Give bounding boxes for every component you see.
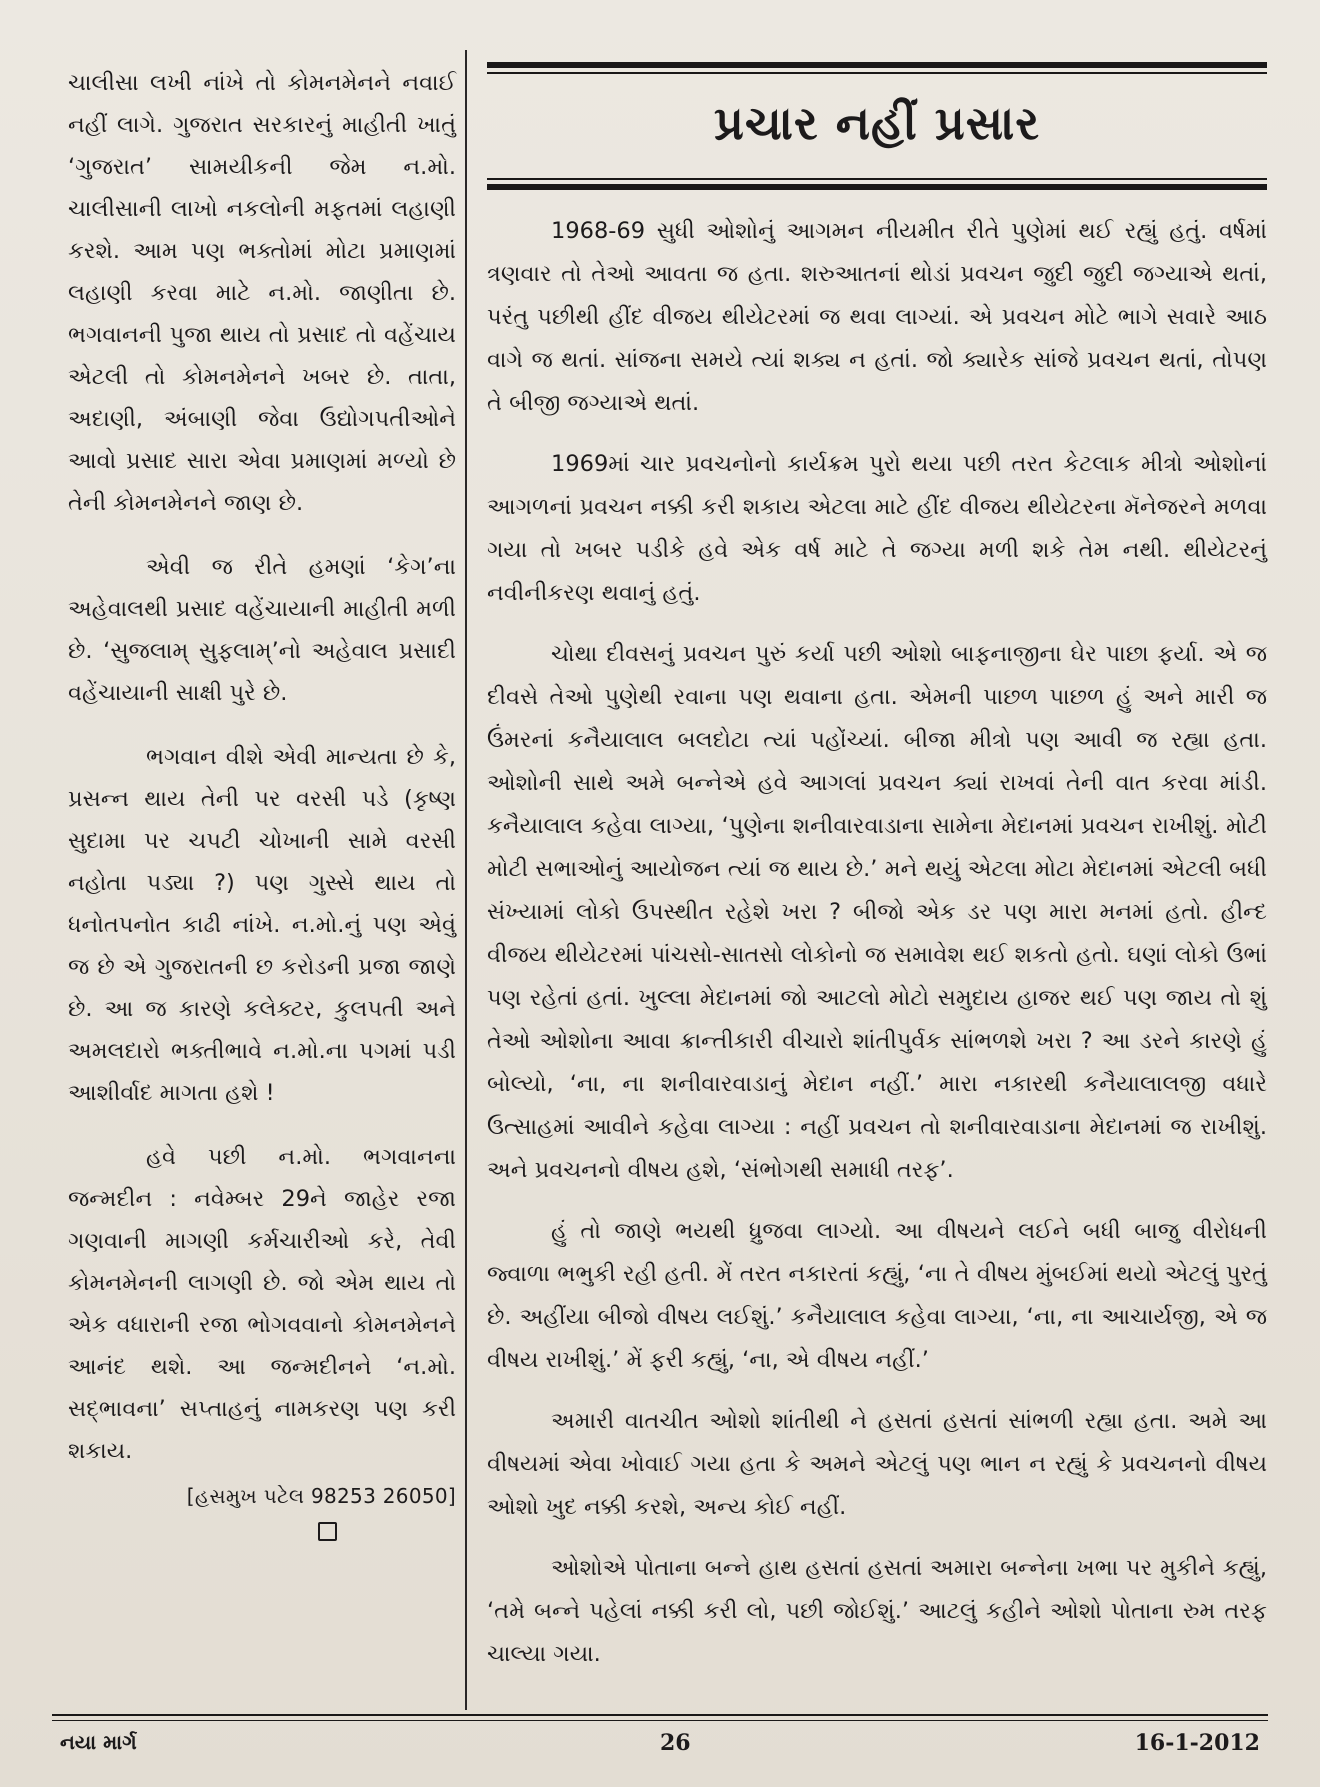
- article-paragraph-1: 1968-69 સુધી ઓશોનું આગમન નીયમીત રીતે પુણેમાં થઈ રહ્યું હતું. વર્ષમાં ત્રણવાર તો તેઓ આવતા જ હતા. શરુઆતનાં થોડાં પ્રવચન જુદી જુદી જગ્યાએ થતાં, પરંતુ પછીથી હીંદ વીજય થીયેટરમાં જ થવા લાગ્યાં. એ પ્રવચન મોટે ભાગે સવારે આઠ વાગે જ થતાં. સાંજના સમયે ત્યાં શક્ય ન હતાં. જો ક્યારેક સાંજે પ્રવચન થતાં, તોપણ તે બીજી જગ્યાએ થતાં.: [487, 218, 1267, 416]
- footer-rule-thin: [52, 1720, 1268, 1721]
- magazine-name: નયા માર્ગ: [60, 1730, 137, 1754]
- right-column: [487, 62, 1267, 1694]
- article-paragraph-2: 1969માં ચાર પ્રવચનોનો કાર્યક્રમ પુરો થયા પછી તરત કેટલાક મીત્રો ઓશોનાં આગળનાં પ્રવચન નક્કી કરી શકાય એટલા માટે હીંદ વીજય થીયેટરના મૅનેજરને મળવા ગયા તો ખબર પડીકે હવે એક વર્ષ માટે તે જગ્યા મળી શકે તેમ નથી. થીયેટરનું નવીનીકરણ થવાનું હતું.: [487, 451, 1267, 606]
- article-paragraph-3: ચોથા દીવસનું પ્રવચન પુરું કર્યા પછી ઓશો બાફનાજીના ઘેર પાછા ફર્યા. એ જ દીવસે તેઓ પુણેથી રવાના પણ થવાના હતા. એમની પાછળ પાછળ હું અને મારી જ ઉંમરનાં કનૈયાલાલ બલદોટા ત્યાં પહોંચ્યાં. બીજા મીત્રો પણ આવી જ રહ્યા હતા. ઓશોની સાથે અમે બન્નેએ હવે આગલાં પ્રવચન ક્યાં રાખવાં તેની વાત કરવા માંડી. કનૈયાલાલ કહેવા લાગ્યા, ‘પુણેના શનીવારવાડાના સામેના મેદાનમાં પ્રવચન રાખીશું. મોટી મોટી સભાઓનું આયોજન ત્યાં જ થાય છે.’ મને થયું એટલા મોટા મેદાનમાં એટલી બધી સંખ્યામાં લોકો ઉપસ્થીત રહેશે ખરા ? બીજો એક ડર પણ મારા મનમાં હતો. હીન્દ વીજય થીયેટરમાં પાંચસો-સાતસો લોકોનો જ સમાવેશ થઈ શકતો હતો. ઘણાં લોકો ઉભાં પણ રહેતાં હતાં. ખુલ્લા મેદાનમાં જો આટલો મોટો સમુદાય હાજર થઈ પણ જાય તો શું તેઓ ઓશોના આવા ક્રાન્તીકારી વીચારો શાંતીપુર્વક સાંભળશે ખરા ? આ ડરને કારણે હું બોલ્યો, ‘ના, ના શનીવારવાડાનું મેદાન નહીં.’ મારા નકારથી કનૈયાલાલજી વધારે ઉત્સાહમાં આવીને કહેવા લાગ્યા : નહીં પ્રવચન તો શનીવારવાડાના મેદાનમાં જ રાખીશું. અને પ્રવચનનો વીષય હશે, ‘સંભોગથી સમાધી તરફ’.: [487, 641, 1267, 1183]
- title-bottom-rule-thin: [487, 178, 1267, 180]
- article-title: પ્રચાર નહીં પ્રસાર: [713, 96, 1041, 150]
- page-footer: [60, 1730, 1260, 1770]
- article-title-band: [487, 74, 1267, 174]
- article-body: [487, 210, 1267, 1676]
- article-paragraph-6: ઓશોએ પોતાના બન્ને હાથ હસતાં હસતાં અમારા બન્નેના ખભા પર મુકીને કહ્યું, ‘તમે બન્ને પહેલાં નક્કી કરી લો, પછી જોઈશું.’ આટલું કહીને ઓશો પોતાના રુમ તરફ ચાલ્યા ગયા.: [487, 1555, 1267, 1667]
- footer-rule: [52, 1714, 1268, 1716]
- page-number: 26: [660, 1730, 691, 1756]
- author-credit: [હસમુખ પટેલ 98253 26050]: [186, 1484, 456, 1508]
- column-divider: [465, 50, 467, 1710]
- article-paragraph-5: અમારી વાતચીત ઓશો શાંતીથી ને હસતાં હસતાં સાંભળી રહ્યા હતા. અમે આ વીષયમાં એવા ખોવાઈ ગયા હતા કે અમને એટલું પણ ભાન ન રહ્યું કે પ્રવચનનો વીષય ઓશો ખુદ નક્કી કરશે, અન્ય કોઈ નહીં.: [487, 1408, 1267, 1520]
- article-paragraph-4: હું તો જાણે ભયથી ધ્રુજવા લાગ્યો. આ વીષયને લઈને બધી બાજુ વીરોધની જ્વાળા ભભુકી રહી હતી. મેં તરત નકારતાં કહ્યું, ‘ના તે વીષય મુંબઈમાં થયો એટલું પુરતું છે. અહીંયા બીજો વીષય લઈશું.’ કનૈયાલાલ કહેવા લાગ્યા, ‘ના, ના આચાર્યજી, એ જ વીષય રાખીશું.’ મેં ફરી કહ્યું, ‘ના, એ વીષય નહીં.’: [487, 1218, 1267, 1373]
- title-bottom-rule: [487, 184, 1267, 190]
- left-column: [68, 62, 456, 1541]
- issue-date: 16-1-2012: [1134, 1730, 1260, 1756]
- left-paragraph-2: એવી જ રીતે હમણાં ‘કેગ’ના અહેવાલથી પ્રસાદ વહેંચાયાની માહીતી મળી છે. ‘સુજલામ્ સુફલામ્’નો અહેવાલ પ્રસાદી વહેંચાયાની સાક્ષી પુરે છે.: [68, 554, 456, 706]
- title-top-rule: [487, 62, 1267, 68]
- left-paragraph-4: હવે પછી ન.મો. ભગવાનના જન્મદીન : નવેમ્બર 29ને જાહેર રજા ગણવાની માગણી કર્મચારીઓ કરે, તેવી કોમનમેનની લાગણી છે. જો એમ થાય તો એક વધારાની રજા ભોગવવાનો કોમનમેનને આનંદ થશે. આ જન્મદીનને ‘ન.મો. સદ્ભાવના’ સપ્તાહનું નામકરણ પણ કરી શકાય.: [68, 1144, 456, 1464]
- left-paragraph-1: ચાલીસા લખી નાંખે તો કોમનમેનને નવાઈ નહીં લાગે. ગુજરાત સરકારનું માહીતી ખાતું ‘ગુજરાત’ સામયીકની જેમ ન.મો. ચાલીસાની લાખો નકલોની મફતમાં લહાણી કરશે. આમ પણ ભક્તોમાં મોટા પ્રમાણમાં લહાણી કરવા માટે ન.મો. જાણીતા છે. ભગવાનની પુજા થાય તો પ્રસાદ તો વહેંચાય એટલી તો કોમનમેનને ખબર છે. તાતા, અદાણી, અંબાણી જેવા ઉદ્યોગપતીઓને આવો પ્રસાદ સારા એવા પ્રમાણમાં મળ્યો છે તેની કોમનમેનને જાણ છે.: [68, 70, 456, 516]
- end-of-article-square-icon: [318, 1522, 337, 1541]
- left-paragraph-3: ભગવાન વીશે એવી માન્યતા છે કે, પ્રસન્ન થાય તેની પર વરસી પડે (કૃષ્ણ સુદામા પર ચપટી ચોખાની સામે વરસી નહોતા પડ્યા ?) પણ ગુસ્સે થાય તો ધનોતપનોત કાઢી નાંખે. ન.મો.નું પણ એવું જ છે એ ગુજરાતની છ કરોડની પ્રજા જાણે છે. આ જ કારણે કલેક્ટર, કુલપતી અને અમલદારો ભક્તીભાવે ન.મો.ના પગમાં પડી આશીર્વાદ માગતા હશે !: [68, 744, 456, 1106]
